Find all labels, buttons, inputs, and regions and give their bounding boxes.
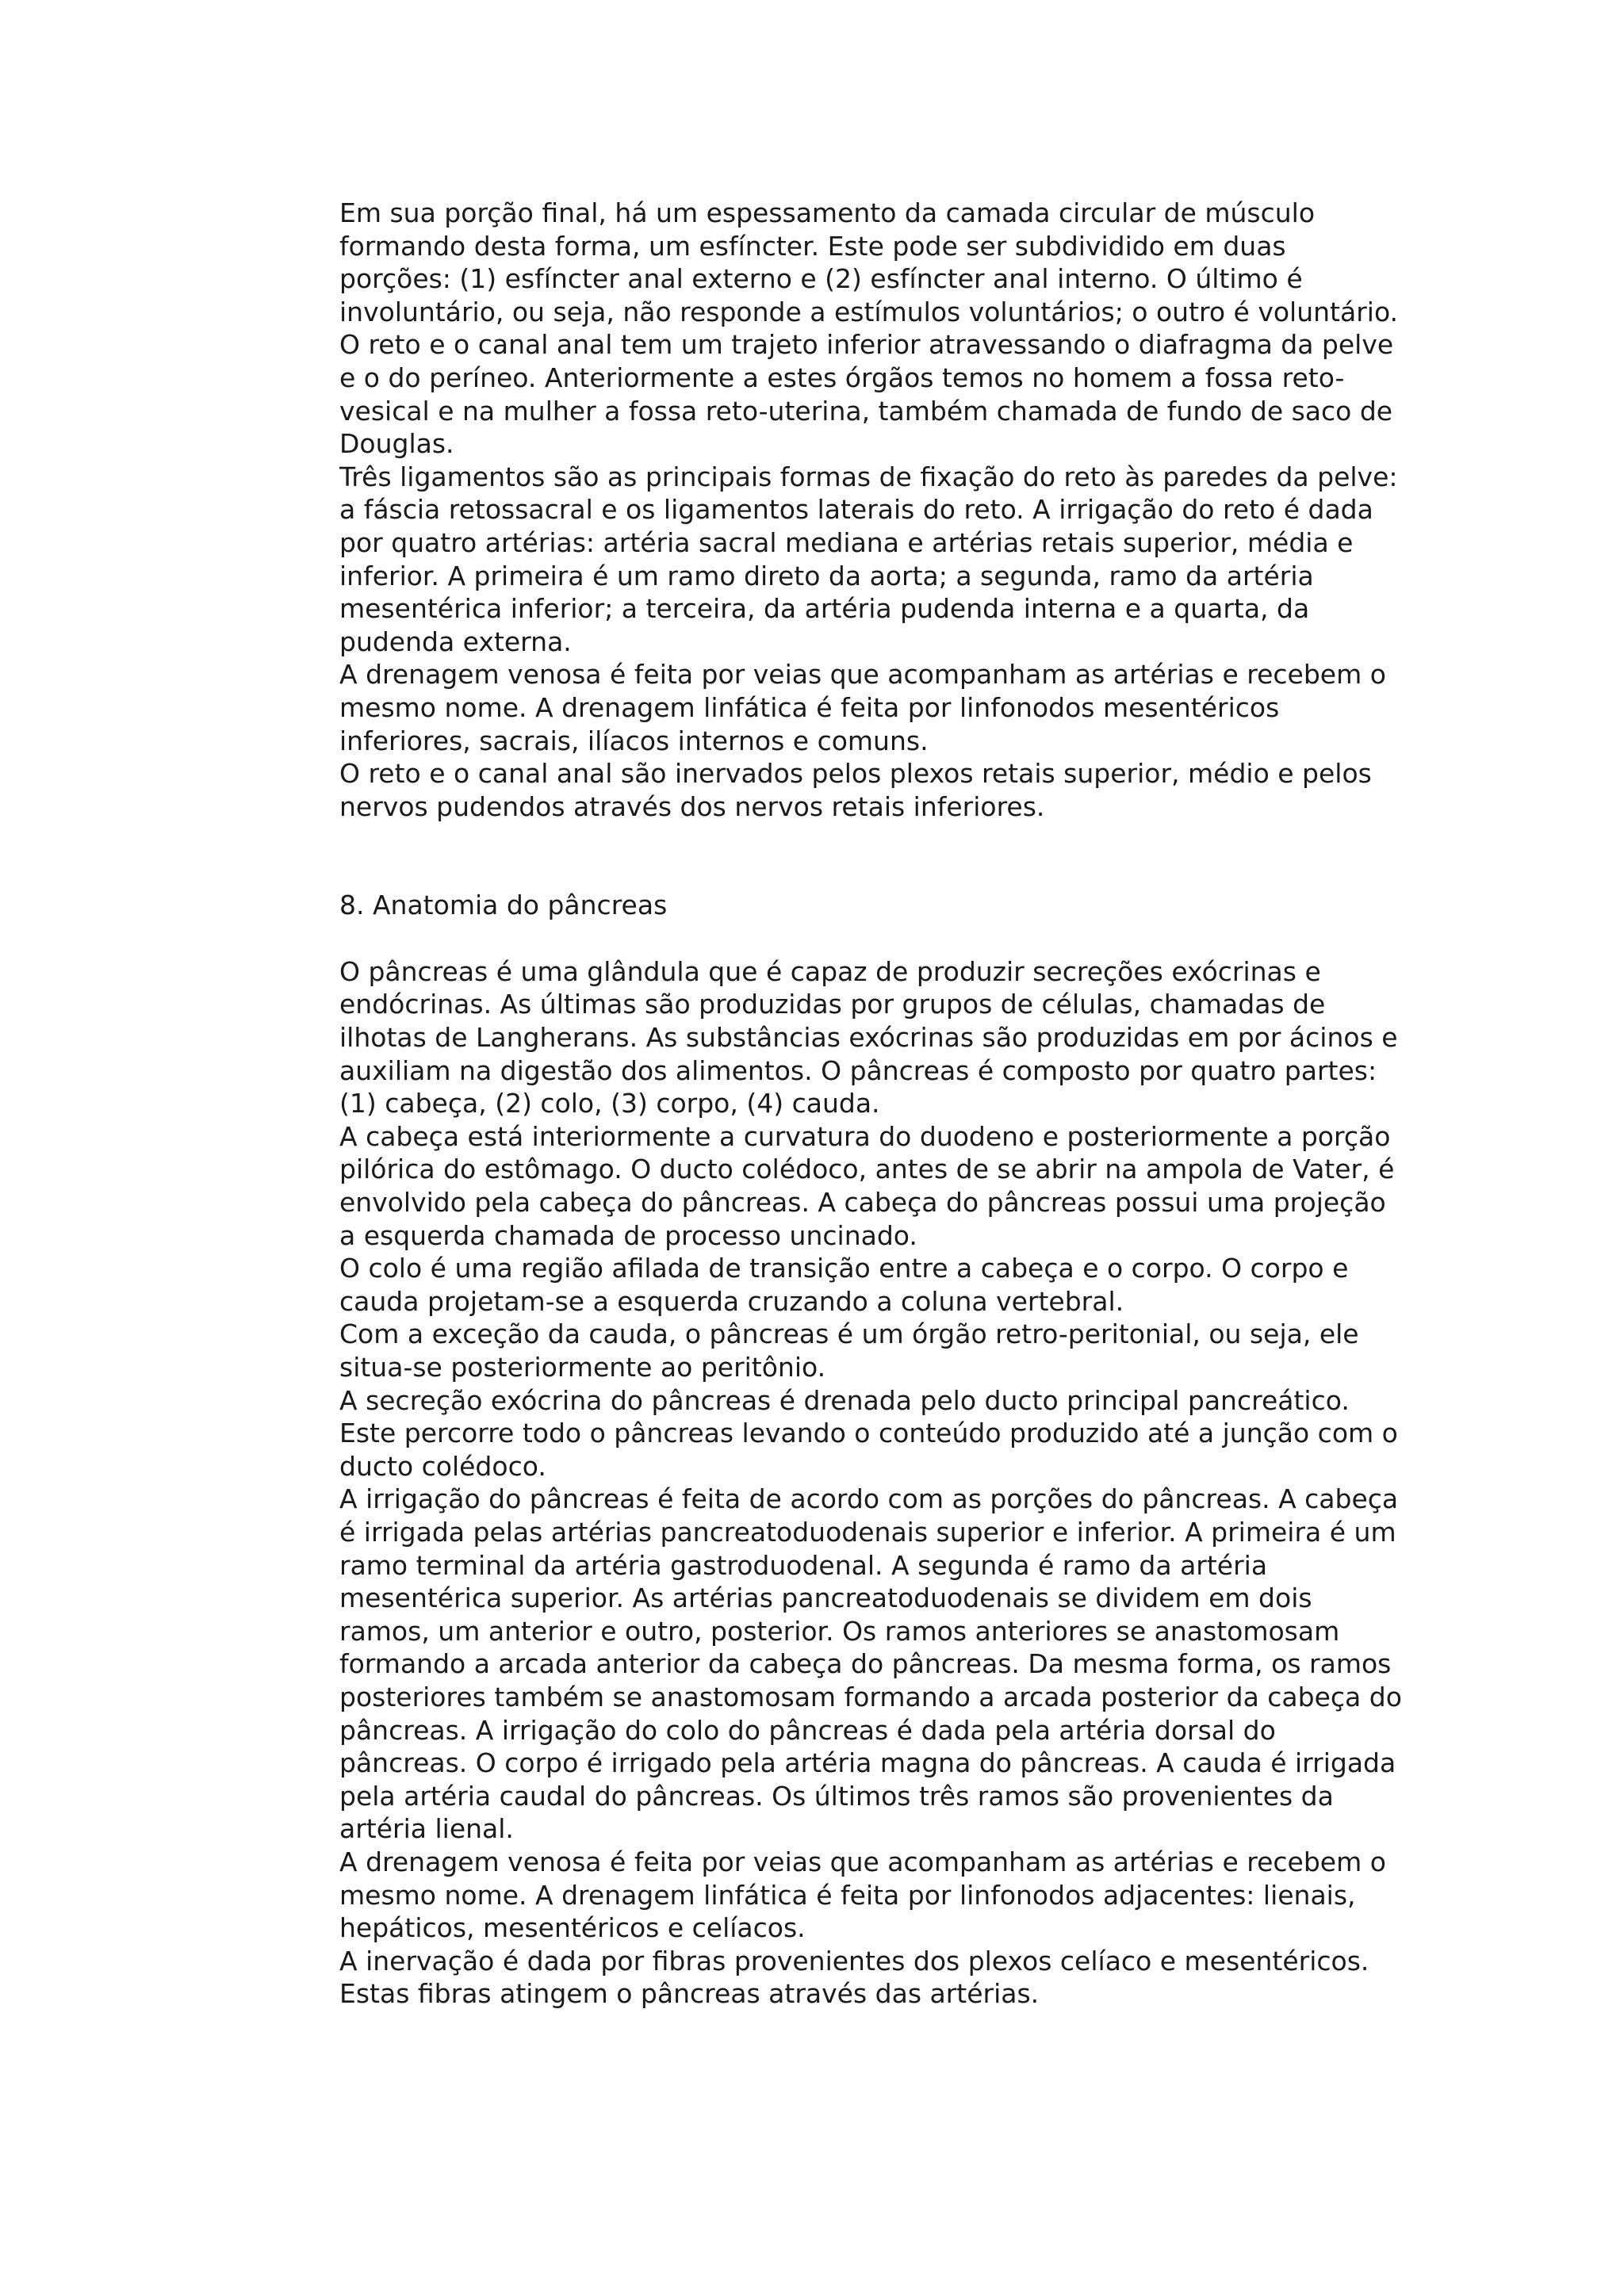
paragraph-anal-sphincter: Em sua porção final, há um espessamento da camada circular de músculo formando desta forma, um esfíncter. Este pode ser subdividido em duas porções: (1) esfíncter anal externo e (2) esfíncter anal interno. O último é involuntário, ou seja, não responde a estímulos voluntários; o outro é voluntário. [339,197,1399,327]
paragraph-rectum-course: O reto e o canal anal tem um trajeto inferior atravessando o diafragma da pelve e o do períneo. Anteriormente a estes órgãos temos no homem a fossa reto-vesical e na mulher a fossa reto-uterina, também chamada de fundo de saco de Douglas. [339,329,1394,460]
section-spacer [339,823,1402,889]
paragraph-pancreas-neck: O colo é uma região afilada de transição entre a cabeça e o corpo. O corpo e cauda projetam-se a esquerda cruzando a coluna vertebral. [339,1253,1349,1317]
paragraph-rectum-ligaments-irrigation: Três ligamentos são as principais formas de fixação do reto às paredes da pelve: a fáscia retossacral e os ligamentos laterais do reto. A irrigação do reto é dada por quatro artérias: artéria sacral mediana e artérias retais superior, média e inferior. A primeira é um ramo direto da aorta; a segunda, ramo da artéria mesentérica inferior; a terceira, da artéria pudenda interna e a quarta, da pudenda externa. [339,461,1398,657]
paragraph-pancreas-head: A cabeça está interiormente a curvatura do duodeno e posteriormente a porção pilórica do estômago. O ducto colédoco, antes de se abrir na ampola de Vater, é envolvido pela cabeça do pâncreas. A cabeça do pâncreas possui uma projeção a esquerda chamada de processo uncinado. [339,1120,1395,1251]
heading-spacer [339,922,1402,955]
paragraph-pancreas-intro: O pâncreas é uma glândula que é capaz de produzir secreções exócrinas e endócrinas. As últimas são produzidas por grupos de células, chamadas de ilhotas de Langherans. As substâncias exócrinas são produzidas em por ácinos e auxiliam na digestão dos alimentos. O pâncreas é composto por quatro partes: (1) cabeça, (2) colo, (3) corpo, (4) cauda. [339,955,1398,1119]
paragraph-pancreas-innervation: A inervação é dada por fibras provenientes dos plexos celíaco e mesentéricos. Estas fibras atingem o pâncreas através das artérias. [339,1945,1369,2010]
paragraph-rectum-drainage: A drenagem venosa é feita por veias que acompanham as artérias e recebem o mesmo nome. A drenagem linfática é feita por linfonodos mesentéricos inferiores, sacrais, ilíacos internos e comuns. [339,659,1386,756]
section-rectum [339,197,1402,823]
paragraph-pancreas-secretion: A secreção exócrina do pâncreas é drenada pelo ducto principal pancreático. Este percorre todo o pâncreas levando o conteúdo produzido até a junção com o ducto colédoco. [339,1384,1398,1482]
section-pancreas [339,889,1402,2011]
paragraph-rectum-innervation: O reto e o canal anal são inervados pelos plexos retais superior, médio e pelos nervos pudendos através dos nervos retais inferiores. [339,758,1372,822]
document-body [339,197,1402,2011]
paragraph-pancreas-retroperitoneal: Com a exceção da cauda, o pâncreas é um órgão retro-peritonial, ou seja, ele situa-se posteriormente ao peritônio. [339,1318,1359,1383]
paragraph-pancreas-irrigation: A irrigação do pâncreas é feita de acordo com as porções do pâncreas. A cabeça é irrigada pelas artérias pancreatoduodenais superior e inferior. A primeira é um ramo terminal da artéria gastroduodenal. A segunda é ramo da artéria mesentérica superior. As artérias pancreatoduodenais se dividem em dois ramos, um anterior e outro, posterior. Os ramos anteriores se anastomosam formando a arcada anterior da cabeça do pâncreas. Da mesma forma, os ramos posteriores também se anastomosam formando a arcada posterior da cabeça do pâncreas. A irrigação do colo do pâncreas é dada pela artéria dorsal do pâncreas. O corpo é irrigado pela artéria magna do pâncreas. A cauda é irrigada pela artéria caudal do pâncreas. Os últimos três ramos são provenientes da artéria lienal. [339,1483,1402,1845]
paragraph-pancreas-drainage: A drenagem venosa é feita por veias que acompanham as artérias e recebem o mesmo nome. A drenagem linfática é feita por linfonodos adjacentes: lienais, hepáticos, mesentéricos e celíacos. [339,1846,1386,1944]
section-heading: 8. Anatomia do pâncreas [339,890,668,921]
